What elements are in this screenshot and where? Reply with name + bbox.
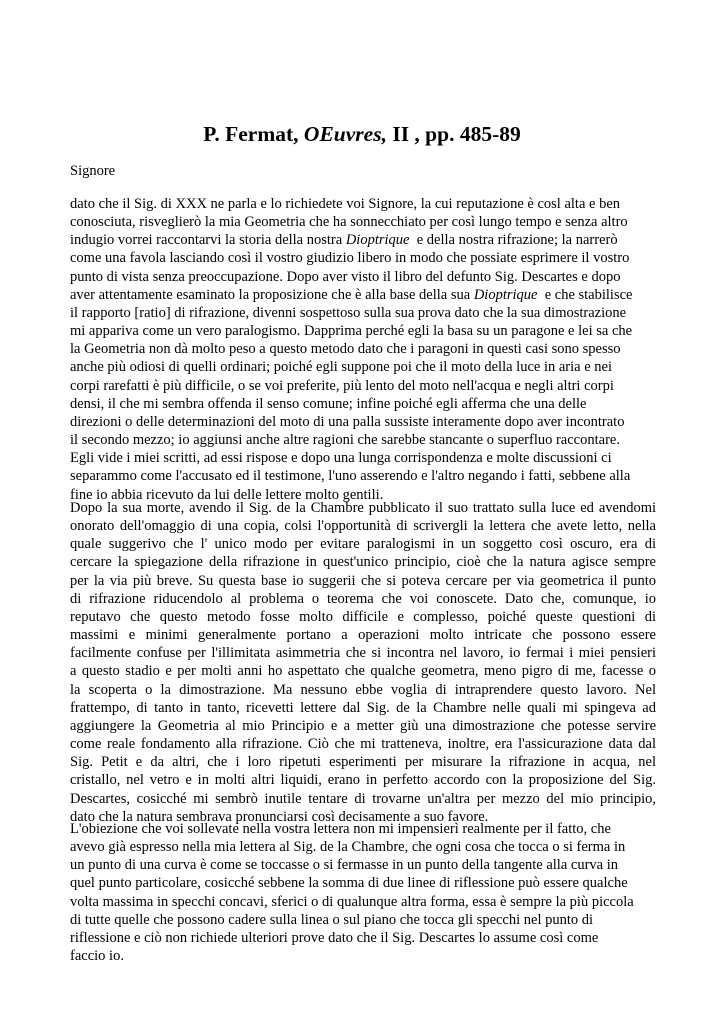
text-line: Sig. Petit e da altri, che i loro ripetuti esperimenti per misurare la rifrazione in acqua, nel bbox=[70, 754, 656, 771]
italic-term: Dioptrique bbox=[345, 232, 410, 249]
text-segment: e della nostra rifrazione; la narrerò bbox=[409, 232, 618, 249]
document-title bbox=[0, 122, 724, 146]
text-line: mi appariva come un vero paralogismo. Dapprima perché egli la basa su un paragone e lei sa che bbox=[70, 323, 633, 340]
text-line: Egli vide i miei scritti, ad essi rispose e dopo una lunga corrispondenza e molte discussioni ci bbox=[70, 450, 612, 467]
text-line: come reale fondamento alla rifrazione. Ciò che mi tratteneva, inoltre, era l'assicurazione data dal bbox=[70, 736, 656, 753]
text-line: facilmente confuse per l'illimitata asimmetria che si incontra nel lavoro, io fermai i miei pensieri bbox=[70, 645, 656, 662]
text-line: corpi rarefatti è più difficile, o se voi preferite, più lento del moto nell'acqua e negli altri corpi bbox=[70, 377, 614, 394]
paragraph-3 bbox=[70, 820, 656, 965]
text-line: come una favola lasciando così il vostro giudizio libero in modo che possiate esprimere il vostro bbox=[70, 250, 630, 267]
text-line: quale suggerivo che l' unico modo per evitare paralogismi in un soggetto così oscuro, era di bbox=[70, 536, 656, 553]
text-line: Dopo la sua morte, avendo il Sig. de la Chambre pubblicato il suo trattato sulla luce ed avendomi bbox=[70, 500, 656, 516]
text-line: cercare la spiegazione della rifrazione in quest'unico principio, cioè che la natura agisce sempre bbox=[70, 554, 656, 571]
text-segment: aver attentamente esaminato la proposizione che è alla base della sua bbox=[70, 286, 474, 303]
text-segment: e che stabilisce bbox=[537, 286, 633, 303]
text-line: separammo come l'accusato ed il testimone, l'uno asserendo e l'altro negando i fatti, sebbene alla bbox=[70, 468, 631, 485]
text-line: avevo già espresso nella mia lettera al Sig. de la Chambre, che ogni cosa che tocca o si ferma in bbox=[70, 839, 626, 856]
text-line: L'obiezione che voi sollevate nella vostra lettera non mi impensierì realmente per il fatto, che bbox=[70, 821, 611, 837]
text-line: frattempo, di tanto in tanto, ricevetti lettere dal Sig. de la Chambre nelle quali mi spingeva ad bbox=[70, 699, 656, 716]
text-line: riflessione e ciò non richiede ulteriori prove dato che il Sig. Descartes lo assume così come bbox=[70, 929, 599, 946]
text-line: il secondo mezzo; io aggiunsi anche altre ragioni che sarebbe stancante o superfluo raccontare. bbox=[70, 432, 620, 449]
text-line: Descartes, cosicché mi sembrò inutile tentare di trovarne un'altra per mezzo del mio principio, bbox=[70, 790, 656, 807]
text-line: il rapporto [ratio] di rifrazione, divenni sospettoso sulla sua prova dato che la sua dimostrazione bbox=[70, 304, 627, 321]
text-line: di rifrazione riducendolo al problema o teorema che voi conoscete. Dato che, comunque, io bbox=[70, 590, 656, 607]
title-suffix: II , pp. 485-89 bbox=[386, 122, 521, 146]
text-line: conosciuta, risveglierò la mia Geometria che ha sonnecchiato per così lungo tempo e senza altro bbox=[70, 214, 628, 231]
text-line: anche più odiosi di quelli ordinari; poiché egli suppone poi che il moto della luce in aria e nei bbox=[70, 359, 612, 376]
text-line: a questo stadio e per molti anni ho aspettato che qualche geometra, meno pigro di me, facesse o bbox=[70, 663, 656, 680]
text-line: reputavo che questo metodo fosse molto difficile e complesso, poiché queste questioni di bbox=[70, 608, 656, 625]
title-prefix: P. Fermat, bbox=[203, 122, 304, 146]
text-line: punto di vista senza preoccupazione. Dopo aver visto il libro del defunto Sig. Descartes e dopo bbox=[70, 268, 621, 285]
text-line: per la via più breve. Su questa base io suggerii che si poteva cercare per via geometrica il punto bbox=[70, 572, 656, 589]
text-line: fine io abbia ricevuto da lui delle lettere molto gentili. bbox=[70, 486, 384, 503]
paragraph-2 bbox=[70, 499, 656, 826]
text-line: la Geometria non dà molto peso a questo metodo dato che i paragoni in questi casi sono spesso bbox=[70, 341, 621, 358]
text-line: la scoperta o la dimostrazione. Ma nessuno ebbe voglia di intraprendere questo lavoro. Nel bbox=[70, 681, 656, 698]
salutation: Signore bbox=[70, 163, 116, 179]
text-line: cristallo, nel vetro e in molti altri liquidi, erano in perfetto accordo con la proposizione del Sig. bbox=[70, 772, 656, 789]
text-line: faccio io. bbox=[70, 948, 124, 965]
text-line: densi, il che mi sembra offenda il senso comune; infine poiché egli afferma che una delle bbox=[70, 395, 587, 412]
text-line: volta massima in specchi concavi, sferici o di qualunque altra forma, essa è sempre la più piccola bbox=[70, 893, 634, 910]
italic-term: Dioptrique bbox=[473, 286, 538, 303]
text-line: di tutte quelle che possono cadere sulla linea o sul piano che tocca gli specchi nel punto di bbox=[70, 911, 594, 928]
text-line: onorato dell'omaggio di una copia, colsi l'opportunità di scrivergli la lettera che avete letto, nella bbox=[70, 518, 656, 535]
title-italic: OEuvres, bbox=[303, 122, 387, 146]
text-line bbox=[70, 231, 656, 249]
text-line: quel punto particolare, cosicché sebbene la somma di due linee di riflessione può essere qualche bbox=[70, 875, 628, 892]
text-line: un punto di una curva è come se toccasse o si fermasse in un punto della tangente alla curva in bbox=[70, 857, 618, 874]
paragraph-1 bbox=[70, 195, 656, 504]
text-line: massimi e minimi generalmente portano a operazioni molto intricate che possono essere bbox=[70, 627, 656, 644]
text-line: aggiungere la Geometria al mio Principio e a metter giù una dimostrazione che potesse servire bbox=[70, 717, 656, 734]
text-line bbox=[70, 286, 656, 304]
text-line: dato che la natura sembrava pronunciarsi così decisamente a suo favore. bbox=[70, 808, 489, 825]
text-segment: indugio vorrei raccontarvi la storia della nostra bbox=[70, 232, 346, 249]
text-line: direzioni o delle determinazioni del moto di una palla sussiste interamente dopo aver incontrato bbox=[70, 413, 625, 430]
text-line: dato che il Sig. di XXX ne parla e lo richiedete voi Signore, la cui reputazione è cosl alta e ben bbox=[70, 196, 621, 212]
